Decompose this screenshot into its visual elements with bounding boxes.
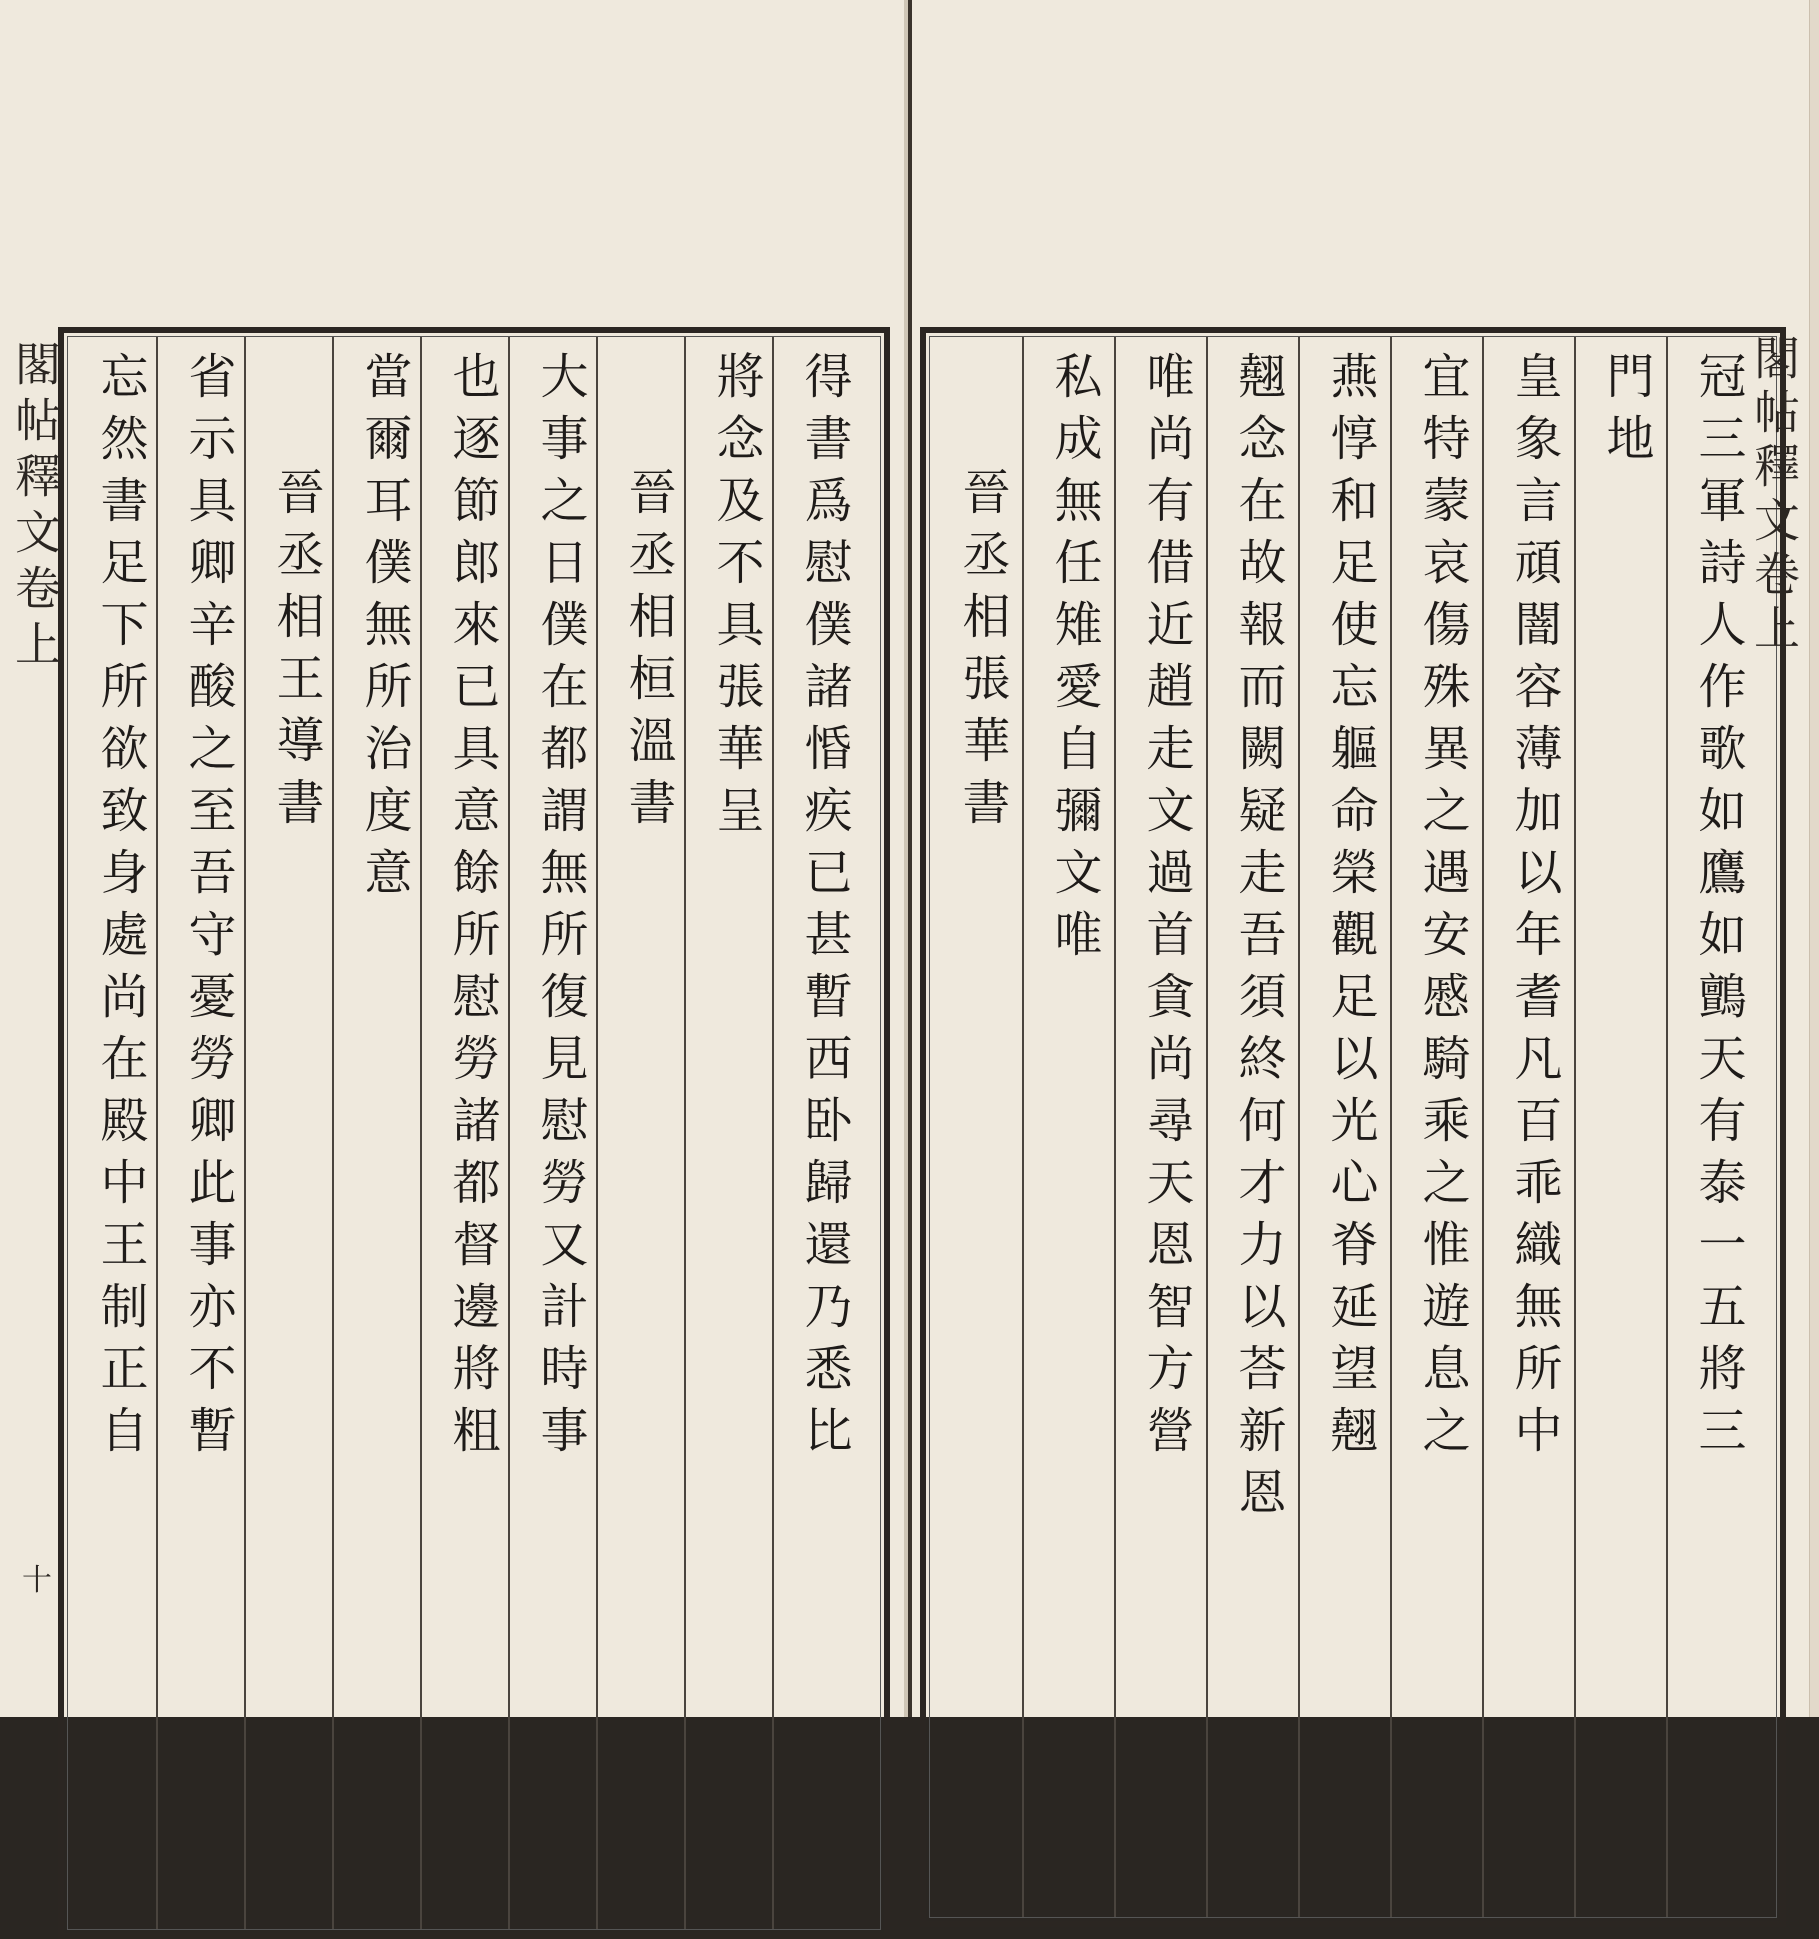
right-text-frame <box>920 327 1786 1927</box>
column-rule <box>1206 337 1208 1917</box>
column-rule <box>1574 337 1576 1917</box>
column-rule <box>596 337 598 1929</box>
text-column-7: 晉丞相王導書 <box>268 467 324 839</box>
text-column-5: 也逐節郎來已具意餘所慰勞諸都督邊將粗 <box>444 351 500 1467</box>
text-column-9: 忘然書足下所欲致身處尚在殿中王制正自 <box>92 351 148 1467</box>
left-inner-border <box>67 336 881 1930</box>
page-edge <box>1809 0 1819 1717</box>
text-column-2: 將念及不具張華呈 <box>708 351 764 847</box>
text-column-8: 私成無任雉愛自彌文唯 <box>1046 351 1102 971</box>
left-page <box>0 0 906 1717</box>
text-column-2: 門地 <box>1598 351 1654 475</box>
text-column-7: 唯尚有借近趙走文過首貪尚尋天恩智方營 <box>1138 351 1194 1467</box>
column-rule <box>420 337 422 1929</box>
column-rule <box>1390 337 1392 1917</box>
text-column-3: 晉丞相桓溫書 <box>620 467 676 839</box>
column-rule <box>1022 337 1024 1917</box>
column-rule <box>1114 337 1116 1917</box>
text-column-5: 燕惇和足使忘軀命榮觀足以光心脊延望翹 <box>1322 351 1378 1467</box>
text-column-1: 冠三軍詩人作歌如鷹如鸇天有泰一五將三 <box>1690 351 1746 1467</box>
left-page-title: 閣帖釋文卷上 <box>8 340 62 676</box>
text-column-6: 當爾耳僕無所治度意 <box>356 351 412 909</box>
text-column-8: 省示具卿辛酸之至吾守憂勞卿此事亦不暫 <box>180 351 236 1467</box>
column-rule <box>244 337 246 1929</box>
column-rule <box>508 337 510 1929</box>
text-column-3: 皇象言頑闇容薄加以年耆凡百乖織無所中 <box>1506 351 1562 1467</box>
column-rule <box>1482 337 1484 1917</box>
right-page-title: 閣帖釋文卷上 <box>1747 334 1801 658</box>
text-column-4: 宜特蒙哀傷殊異之遇安慼騎乘之惟遊息之 <box>1414 351 1470 1467</box>
left-text-frame <box>58 327 890 1939</box>
right-page <box>912 0 1819 1717</box>
column-rule <box>772 337 774 1929</box>
column-rule <box>156 337 158 1929</box>
folio-number: 十 <box>22 1563 52 1598</box>
text-column-9: 晉丞相張華書 <box>954 467 1010 839</box>
text-column-1: 得書爲慰僕諸惛疾已甚暫西卧歸還乃悉比 <box>796 351 852 1467</box>
right-inner-border <box>929 336 1777 1918</box>
text-column-4: 大事之日僕在都謂無所復見慰勞又計時事 <box>532 351 588 1467</box>
column-rule <box>1666 337 1668 1917</box>
column-rule <box>684 337 686 1929</box>
column-rule <box>332 337 334 1929</box>
column-rule <box>1298 337 1300 1917</box>
text-column-6: 翹念在故報而闕疑走吾須終何才力以荅新恩 <box>1230 351 1286 1529</box>
